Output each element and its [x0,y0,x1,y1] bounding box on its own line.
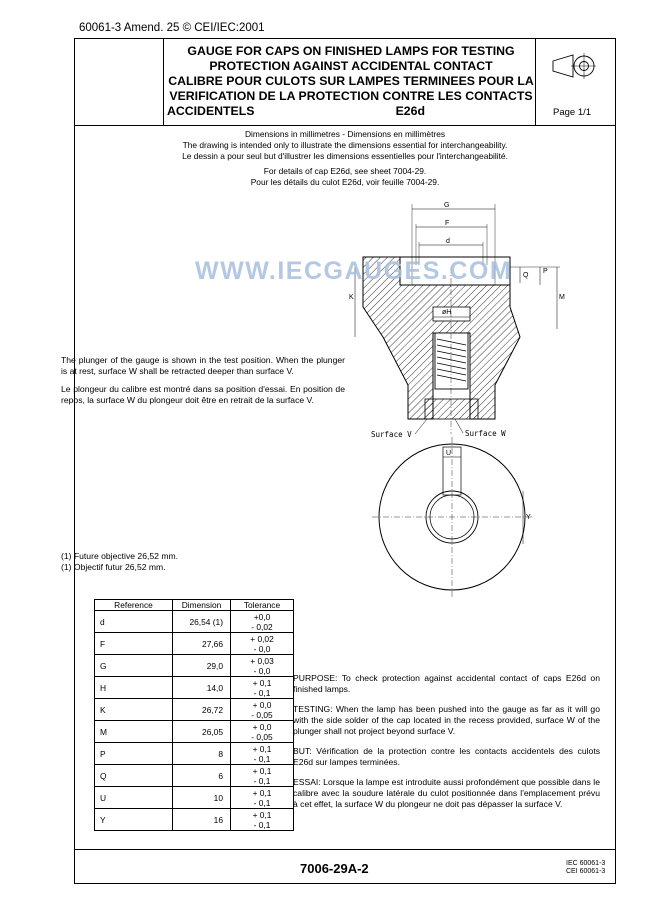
cell-tol: + 0,0 - 0,05 [231,721,294,743]
cell-ref: Y [95,809,173,831]
title-last-left: ACCIDENTELS [167,104,255,118]
label-f: F [445,220,450,227]
section-view [349,202,565,439]
purpose-en: PURPOSE: To check protection against accidental contact of caps E26d on finished lamps. [293,673,600,694]
sheet-number: 7006-29A-2 [300,861,369,876]
cell-tol: + 0,1 - 0,1 [231,787,294,809]
table-header-row [95,600,294,611]
title-line-4: VERIFICATION DE LA PROTECTION CONTRE LES CONTACTS [169,89,533,103]
but-fr: BUT: Vérification de la protection contre les contacts accidentels des culots E26d sur lampes terminées. [293,746,600,767]
standard-reference: 60061-3 Amend. 25 © CEI/IEC:2001 [79,22,265,34]
col-reference: Reference [95,600,173,611]
cell-tol: + 0,02 - 0,0 [231,633,294,655]
cell-dim: 8 [173,743,231,765]
title-line-1: GAUGE FOR CAPS ON FINISHED LAMPS FOR TESTING [187,44,515,58]
drawing-note-fr: Le dessin a pour seul but d'illustrer les dimensions essentielles pour l'interchangeabilité. [182,151,508,161]
cell-ref: H [95,677,173,699]
label-y: Y [526,514,531,521]
drawing-note-en: The drawing is intended only to illustrate the dimensions essential for interchangeability. [182,140,508,150]
label-u: U [446,450,452,457]
plunger-note-en: The plunger of the gauge is shown in the test position. When the plunger is at rest, surface W shall be retracted deeper than surface V. [61,355,345,376]
cell-tol: + 0,1 - 0,1 [231,765,294,787]
plunger-notes [61,355,345,413]
label-surface-w: Surface W [465,429,506,438]
purpose-block [293,673,600,819]
table-row [95,743,294,765]
testing-en: TESTING: When the lamp has been pushed into the gauge as far as it will go with the side solder of the cap located in the recess provided, surface W of the plunger shall not project beyond surface V. [293,704,600,736]
details-fr: Pour les détails du culot E26d, voir feuille 7004-29. [250,177,440,187]
footnote-en: (1) Future objective 26,52 mm. [61,551,179,561]
cell-tol: + 0,03 - 0,0 [231,655,294,677]
table-row [95,611,294,633]
cell-ref: d [95,611,173,633]
cell-dim: 14,0 [173,677,231,699]
label-m: M [559,294,565,301]
cell-dim: 27,66 [173,633,231,655]
footnote [61,551,178,573]
table-row [95,765,294,787]
table-row [95,677,294,699]
cell-ref: F [95,633,173,655]
cell-dim: 26,05 [173,721,231,743]
dimensions-note: Dimensions in millimetres - Dimensions en millimètres [244,129,446,139]
cell-ref: G [95,655,173,677]
plunger-note-fr: Le plongeur du calibre est montré dans sa position d'essai. En position de repos, la surface W du plongeur doit être en retrait de la surface V. [61,384,345,405]
cell-ref: Q [95,765,173,787]
title-line-2: PROTECTION AGAINST ACCIDENTAL CONTACT [209,59,493,73]
footer-block [75,849,615,884]
page-number: Page 1/1 [553,107,592,118]
watermark: WWW.IECGAUGES.COM [195,257,513,285]
cell-dim: 16 [173,809,231,831]
cell-dim: 6 [173,765,231,787]
cell-dim: 26,54 (1) [173,611,231,633]
table-row [95,655,294,677]
table-row [95,809,294,831]
cell-ref: U [95,787,173,809]
essai-fr: ESSAI: Lorsque la lampe est introduite aussi profondément que possible dans le calibre avec la soudure latérale du culot positionnée dans l'emplacement prévu à cet effet, la surface W du plongeur ne doit pas dépasser la surface V. [293,777,600,809]
cell-tol: +0,0 - 0,02 [231,611,294,633]
table-row [95,699,294,721]
details-en: For details of cap E26d, see sheet 7004-29. [263,166,427,176]
label-h: øH [442,309,452,316]
col-dimension: Dimension [173,600,231,611]
plan-view [372,437,532,597]
label-q: Q [523,272,529,279]
cell-dim: 10 [173,787,231,809]
title-line-3: CALIBRE POUR CULOTS SUR LAMPES TERMINEES POUR LA [168,74,534,88]
cell-tol: + 0,1 - 0,1 [231,809,294,831]
cell-ref: P [95,743,173,765]
label-surface-v: Surface V [371,430,412,439]
cell-dim: 26,72 [173,699,231,721]
table-row [95,633,294,655]
cell-tol: + 0,0 - 0,05 [231,699,294,721]
cell-ref: M [95,721,173,743]
table-row [95,787,294,809]
cell-ref: K [95,699,173,721]
label-d: d [446,238,450,245]
iec-reference: IEC 60061-3 CEI 60061-3 [566,860,606,875]
footnote-fr: (1) Objectif futur 26,52 mm. [61,562,166,572]
dimension-table [94,599,294,831]
cell-dim: 29,0 [173,655,231,677]
cell-tol: + 0,1 - 0,1 [231,743,294,765]
label-g: G [444,202,450,209]
sheet-frame [61,38,616,884]
label-p: P [543,268,548,275]
label-k: K [349,294,354,301]
cell-tol: + 0,1 - 0,1 [231,677,294,699]
col-tolerance: Tolerance [231,600,294,611]
table-row [95,721,294,743]
cap-designation: E26d [395,104,425,118]
